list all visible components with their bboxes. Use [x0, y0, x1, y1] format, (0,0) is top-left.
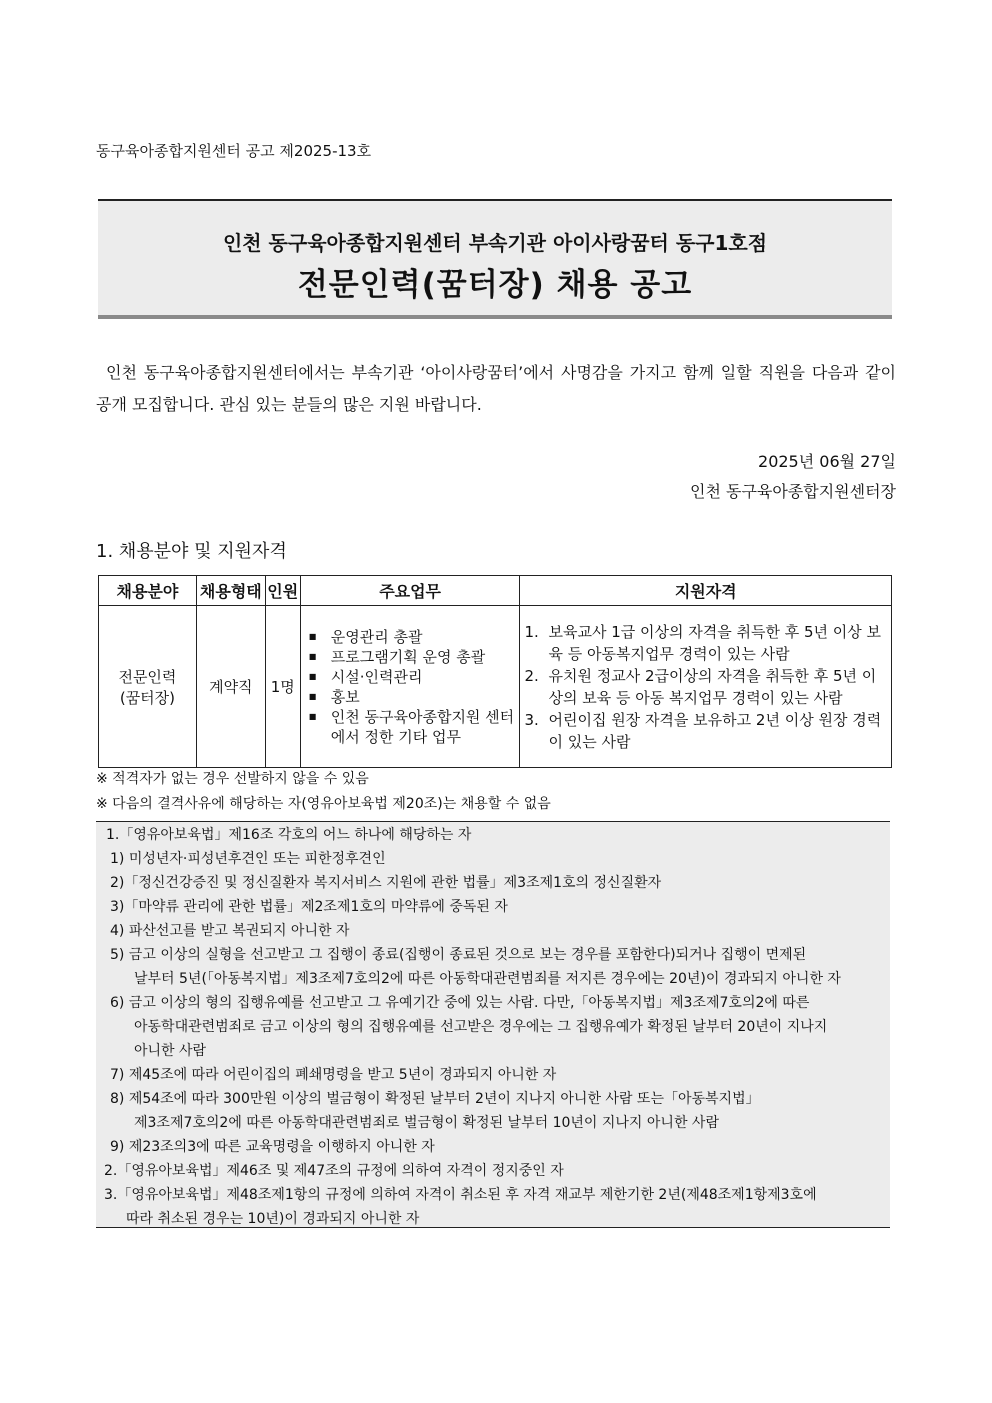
header-qualifications: 지원자격	[520, 576, 892, 606]
qualification-num: 1.	[524, 622, 539, 641]
disq-line: 제3조제7호의2에 따른 아동학대관련범죄로 벌금형이 확정된 날부터 10년이 지나지 아니한 사람	[134, 1115, 719, 1131]
header-field: 채용분야	[99, 576, 197, 606]
qualification-item	[524, 621, 887, 665]
disq-line: 3)「마약류 관리에 관한 법률」제2조제1호의 마약류에 중독된 자	[110, 899, 508, 915]
cell-type: 계약직	[196, 606, 265, 768]
qualification-item	[524, 665, 887, 709]
field-line1: 전문인력	[118, 667, 177, 686]
cell-count: 1명	[265, 606, 300, 768]
notice-date: 2025년 06월 27일	[758, 452, 896, 471]
disq-line: 8) 제54조에 따라 300만원 이상의 벌금형이 확정된 날부터 2년이 지나지 아니한 사람 또는「아동복지법」	[110, 1091, 760, 1107]
duty-item: ■ 운영관리 총괄	[331, 627, 520, 647]
recruitment-table	[98, 575, 892, 768]
qualification-text: 어린이집 원장 자격을 보유하고 2년 이상 원장 경력이 있는 사람	[548, 710, 882, 751]
disq-line: 6) 금고 이상의 형의 집행유예를 선고받고 그 유예기간 중에 있는 사람. 다만,「아동복지법」제3조제7호의2에 따른	[110, 995, 810, 1011]
table-header-row	[99, 576, 892, 606]
note-no-candidate: ※ 적격자가 없는 경우 선발하지 않을 수 있음	[96, 771, 369, 787]
disq-line: 아니한 사람	[134, 1043, 207, 1059]
table-row	[99, 606, 892, 768]
qualification-text: 유치원 정교사 2급이상의 자격을 취득한 후 5년 이상의 보육 등 아동 복지업무 경력이 있는 사람	[548, 666, 877, 707]
cell-qualifications	[520, 606, 892, 768]
title-subtitle: 인천 동구육아종합지원센터 부속기관 아이사랑꿈터 동구1호점	[222, 231, 768, 255]
disqualification-box	[96, 821, 890, 1228]
disq-line: 2.「영유아보육법」제46조 및 제47조의 규정에 의하여 자격이 정지중인 자	[104, 1163, 564, 1179]
disq-line: 7) 제45조에 따라 어린이집의 폐쇄명령을 받고 5년이 경과되지 아니한 자	[110, 1067, 557, 1083]
duty-item: ■ 인천 동구육아종합지원 센터에서 정한 기타 업무	[331, 707, 520, 747]
disq-line: 아동학대관련범죄로 금고 이상의 형의 집행유예를 선고받은 경우에는 그 집행유예가 확정된 날부터 20년이 지나지	[134, 1019, 828, 1035]
disq-line: 1) 미성년자·피성년후견인 또는 피한정후견인	[110, 851, 386, 867]
notice-number: 동구육아종합지원센터 공고 제2025-13호	[96, 142, 372, 160]
disq-line: 날부터 5년(「아동복지법」제3조제7호의2에 따른 아동학대관련범죄를 저지른 경우에는 20년)이 경과되지 아니한 자	[134, 971, 841, 987]
title-box	[98, 199, 892, 319]
disq-line: 2)「정신건강증진 및 정신질환자 복지서비스 지원에 관한 법률」제3조제1호의 정신질환자	[110, 875, 662, 891]
intro-paragraph: 인천 동구육아종합지원센터에서는 부속기관 ‘아이사랑꿈터’에서 사명감을 가지고 함께 일할 직원을 다음과 같이 공개 모집합니다. 관심 있는 분들의 많은 지원 바랍니다.	[96, 363, 896, 414]
qualification-item	[524, 709, 887, 753]
qualification-num: 2.	[524, 666, 539, 685]
cell-field	[99, 606, 197, 768]
section-heading: 1. 채용분야 및 지원자격	[96, 541, 287, 562]
disq-line: 따라 취소된 경우는 10년)이 경과되지 아니한 자	[126, 1211, 420, 1227]
field-line2: (꿈터장)	[119, 688, 176, 707]
disq-line: 4) 파산선고를 받고 복권되지 아니한 자	[110, 923, 350, 939]
cell-duties	[300, 606, 520, 768]
duty-item: ■ 시설·인력관리	[331, 667, 520, 687]
qualification-num: 3.	[524, 710, 539, 729]
header-duties: 주요업무	[300, 576, 520, 606]
header-count: 인원	[265, 576, 300, 606]
duty-item: ■ 프로그램기획 운영 총괄	[331, 647, 520, 667]
qualification-text: 보육교사 1급 이상의 자격을 취득한 후 5년 이상 보육 등 아동복지업무 경력이 있는 사람	[548, 622, 882, 663]
disq-line: 9) 제23조의3에 따른 교육명령을 이행하지 아니한 자	[110, 1139, 435, 1155]
disq-line: 3.「영유아보육법」제48조제1항의 규정에 의하여 자격이 취소된 후 자격 재교부 제한기한 2년(제48조제1항제3호에	[104, 1187, 817, 1203]
header-type: 채용형태	[196, 576, 265, 606]
disq-line: 5) 금고 이상의 실형을 선고받고 그 집행이 종료(집행이 종료된 것으로 보는 경우를 포함한다)되거나 집행이 면제된	[110, 947, 807, 963]
duty-item: ■ 홍보	[331, 687, 520, 707]
note-disqualification: ※ 다음의 결격사유에 해당하는 자(영유아보육법 제20조)는 채용할 수 없음	[96, 796, 551, 812]
issuer: 인천 동구육아종합지원센터장	[689, 482, 896, 501]
disq-line: 1.「영유아보육법」제16조 각호의 어느 하나에 해당하는 자	[106, 827, 472, 843]
page-title: 전문인력(꿈터장) 채용 공고	[297, 267, 693, 303]
